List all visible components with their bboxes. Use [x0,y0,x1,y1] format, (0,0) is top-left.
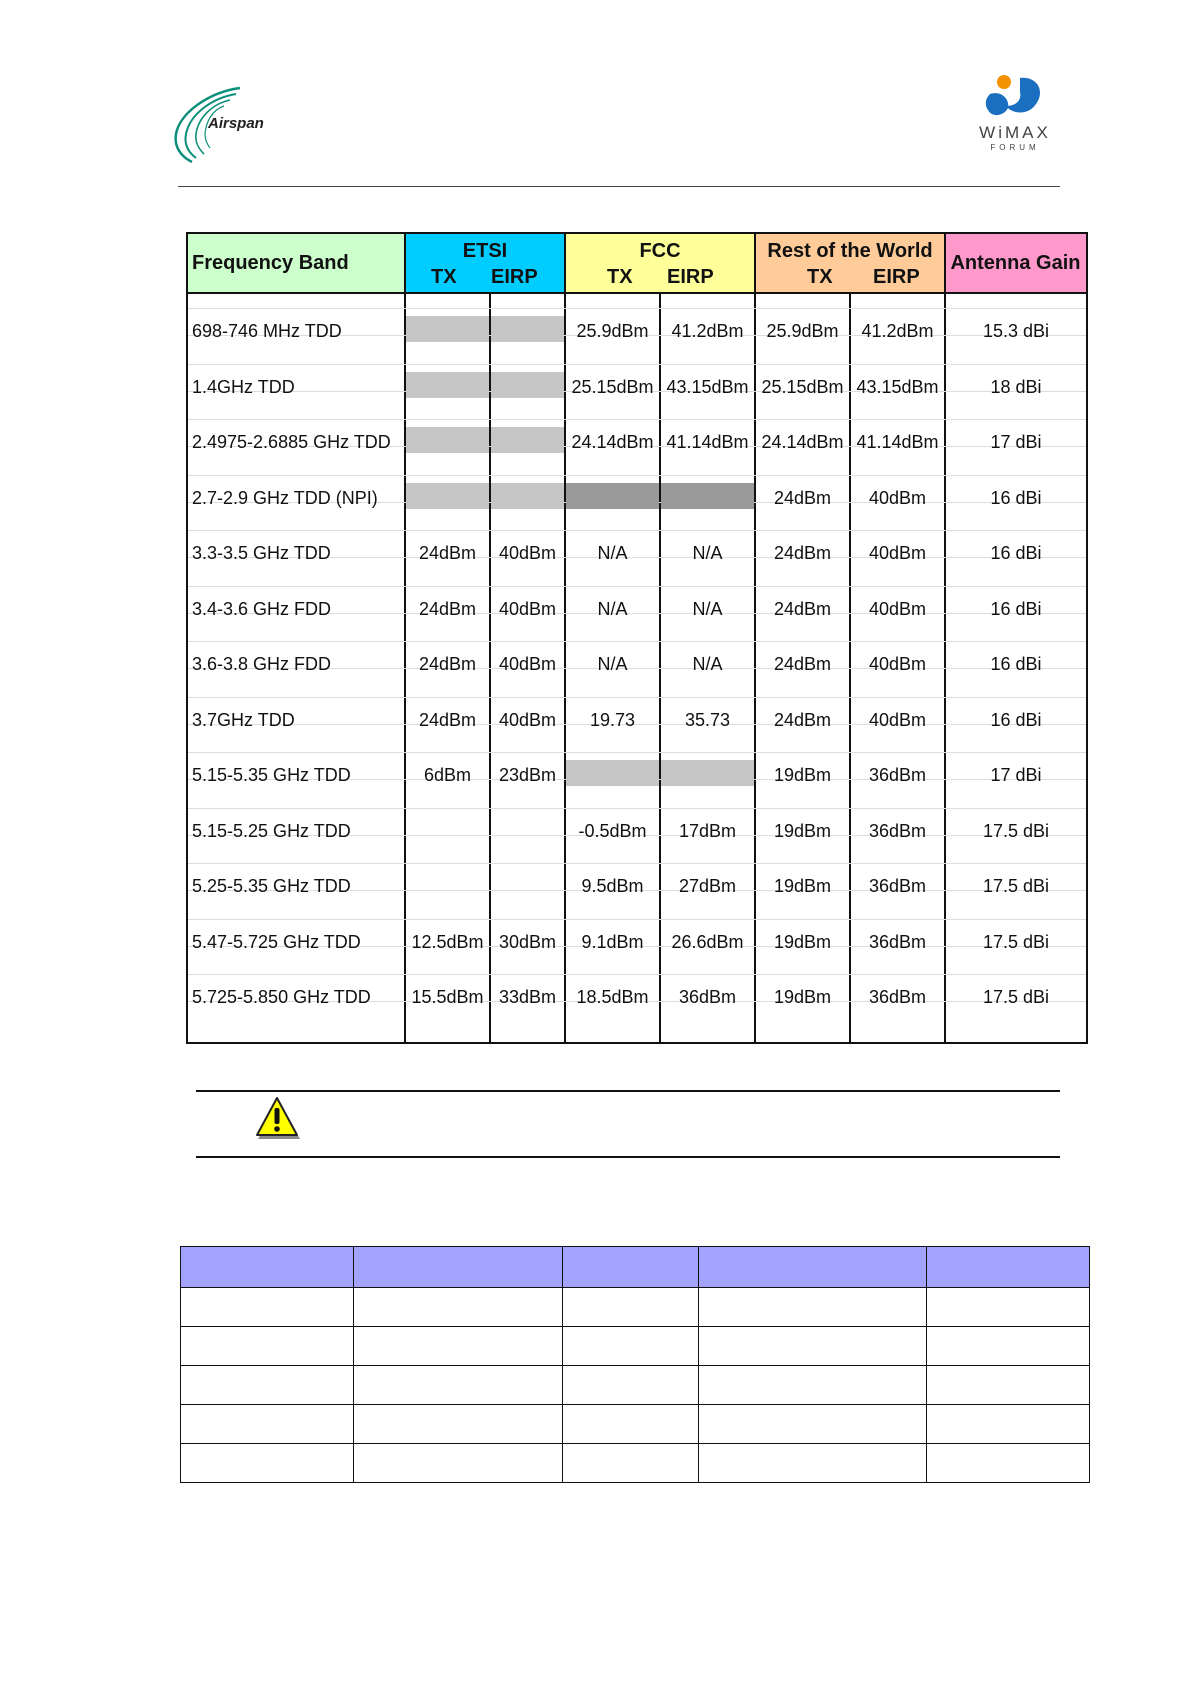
wimax-logo-text: WiMAX [979,123,1051,142]
cell-gain: 16 dBi [990,598,1042,619]
cell-gain: 16 dBi [990,543,1042,563]
cell-gain: 17 dBi [990,432,1042,452]
header-row-eirp: EIRP [873,266,920,288]
table-row [181,1405,1090,1444]
table-header-cell [927,1247,1090,1288]
cell-etsi-tx: 24dBm [418,598,477,619]
table-cell [181,1288,354,1327]
frequency-band-label: 3.4-3.6 GHz FDD [192,598,332,619]
table-cell [354,1327,563,1366]
shaded-cell [566,760,659,786]
header-etsi-eirp: EIRP [491,266,538,288]
frequency-band-label: 5.47-5.725 GHz TDD [192,931,361,952]
cell-fcc-tx: -0.5dBm [578,820,647,841]
cell-fcc-eirp: 43.15dBm [666,376,749,397]
table-cell [699,1366,927,1405]
cell-fcc-tx: 19.73 [589,709,636,730]
cell-fcc-tx: N/A [597,654,628,674]
table-header-cell [181,1247,354,1288]
cell-gain: 16 dBi [990,487,1042,508]
cell-gain: 17.5 dBi [982,987,1050,1007]
cell-etsi-tx: 6dBm [423,765,472,785]
header-etsi-tx: TX [431,266,457,288]
cell-row-tx: 19dBm [773,931,832,952]
forum-logo-text: FORUM [990,143,1040,152]
cell-row-tx: 25.15dBm [761,376,844,397]
header-antenna-gain: Antenna Gain [945,234,1086,294]
cell-row-tx: 19dBm [773,987,832,1007]
cell-row-eirp: 40dBm [868,709,927,730]
warning-top-rule [196,1090,1060,1092]
cell-fcc-tx: 24.14dBm [571,432,654,452]
table-header-cell [354,1247,563,1288]
cell-row-eirp: 43.15dBm [856,376,939,397]
table-cell [927,1288,1090,1327]
frequency-band-label: 2.7-2.9 GHz TDD (NPI) [192,487,378,508]
wimax-forum-logo [970,70,1060,160]
table-cell [181,1327,354,1366]
table-cell [563,1405,699,1444]
cell-fcc-tx: N/A [597,598,628,619]
cell-gain: 17.5 dBi [982,820,1050,841]
cell-row-tx: 24dBm [773,543,832,563]
cell-gain: 16 dBi [990,654,1042,674]
cell-row-eirp: 36dBm [868,765,927,785]
shaded-cell [491,316,564,342]
shaded-cell [406,483,489,509]
table-cell [927,1405,1090,1444]
cell-fcc-eirp: 17dBm [678,820,737,841]
cell-etsi-tx: 12.5dBm [411,931,484,952]
cell-etsi-tx: 24dBm [418,654,477,674]
cell-row-eirp: 40dBm [868,598,927,619]
airspan-logo-text: Airspan [208,115,264,132]
table-cell [181,1366,354,1405]
frequency-band-label: 2.4975-2.6885 GHz TDD [192,432,391,452]
cell-row-tx: 19dBm [773,820,832,841]
shaded-cell [491,372,564,398]
shaded-cell [406,427,489,453]
header-rest-of-world: Rest of the World TX EIRP [755,234,945,294]
table-cell [699,1444,927,1483]
header-fcc: FCC TX EIRP [565,234,755,294]
table-row [181,1288,1090,1327]
frequency-band-label: 3.6-3.8 GHz FDD [192,654,332,674]
cell-fcc-eirp: 35.73 [684,709,731,730]
shaded-cell [491,427,564,453]
table-cell [354,1288,563,1327]
shaded-cell [566,483,659,509]
table-cell [563,1327,699,1366]
table-header-cell [563,1247,699,1288]
airspan-logo [170,84,285,164]
secondary-table-header [181,1247,1090,1288]
cell-row-eirp: 36dBm [868,931,927,952]
warning-icon [252,1094,302,1144]
cell-row-eirp: 40dBm [868,543,927,563]
table-cell [354,1405,563,1444]
shaded-cell [406,316,489,342]
header-frequency-band: Frequency Band [188,234,405,294]
frequency-band-label: 5.25-5.35 GHz TDD [192,876,351,896]
table-cell [563,1288,699,1327]
cell-fcc-eirp: 41.2dBm [671,321,744,341]
cell-row-tx: 19dBm [773,876,832,896]
table-cell [181,1444,354,1483]
cell-etsi-eirp: 40dBm [498,598,557,619]
header-row-tx: TX [807,266,833,288]
header-etsi: ETSI TX EIRP [405,234,565,294]
cell-gain: 16 dBi [990,709,1042,730]
frequency-band-label: 3.7GHz TDD [192,709,295,730]
cell-row-tx: 24dBm [773,487,832,508]
table-cell [563,1366,699,1405]
cell-row-eirp: 36dBm [868,820,927,841]
table-row [181,1327,1090,1366]
cell-row-tx: 24dBm [773,709,832,730]
table-cell [927,1444,1090,1483]
table-cell [563,1444,699,1483]
table-cell [699,1405,927,1444]
header-fcc-eirp: EIRP [667,266,714,288]
cell-gain: 17.5 dBi [982,876,1050,896]
cell-row-eirp: 41.14dBm [856,432,939,452]
cell-fcc-eirp: 27dBm [678,876,737,896]
cell-fcc-eirp: 36dBm [678,987,737,1007]
cell-fcc-tx: N/A [597,543,628,563]
cell-etsi-eirp: 40dBm [498,654,557,674]
shaded-cell [491,483,564,509]
cell-gain: 18 dBi [990,376,1042,397]
table-cell [699,1327,927,1366]
frequency-power-table [186,232,1088,1044]
warning-bottom-rule [196,1156,1060,1158]
cell-gain: 17 dBi [990,765,1042,785]
table-cell [927,1366,1090,1405]
cell-row-eirp: 40dBm [868,487,927,508]
shaded-cell [661,483,754,509]
cell-etsi-eirp: 33dBm [498,987,557,1007]
table-cell [181,1405,354,1444]
frequency-band-label: 5.725-5.850 GHz TDD [192,987,371,1007]
table-cell [927,1327,1090,1366]
cell-row-eirp: 41.2dBm [861,321,934,341]
cell-row-eirp: 36dBm [868,876,927,896]
cell-gain: 17.5 dBi [982,931,1050,952]
cell-row-tx: 24dBm [773,654,832,674]
cell-fcc-eirp: 41.14dBm [666,432,749,452]
cell-row-tx: 24.14dBm [761,432,844,452]
cell-row-eirp: 40dBm [868,654,927,674]
cell-fcc-tx: 25.9dBm [576,321,649,341]
frequency-band-label: 698-746 MHz TDD [192,321,342,341]
header-divider [178,186,1060,187]
cell-etsi-eirp: 23dBm [498,765,557,785]
cell-row-tx: 24dBm [773,598,832,619]
cell-fcc-eirp: N/A [692,654,723,674]
cell-row-tx: 25.9dBm [766,321,839,341]
table-row [181,1366,1090,1405]
cell-fcc-eirp: N/A [692,543,723,563]
table-cell [699,1288,927,1327]
cell-etsi-tx: 24dBm [418,543,477,563]
cell-fcc-tx: 18.5dBm [576,987,649,1007]
cell-etsi-eirp: 30dBm [498,931,557,952]
table-cell [354,1444,563,1483]
cell-fcc-tx: 9.1dBm [581,931,644,952]
cell-fcc-tx: 25.15dBm [571,376,654,397]
cell-fcc-tx: 9.5dBm [581,876,644,896]
table-row [181,1444,1090,1483]
cell-gain: 15.3 dBi [982,321,1050,341]
header-fcc-tx: TX [607,266,633,288]
table-header-cell [699,1247,927,1288]
frequency-band-label: 5.15-5.35 GHz TDD [192,765,351,785]
frequency-band-label: 1.4GHz TDD [192,376,295,397]
frequency-band-label: 5.15-5.25 GHz TDD [192,820,351,841]
cell-row-eirp: 36dBm [868,987,927,1007]
cell-etsi-tx: 24dBm [418,709,477,730]
frequency-band-label: 3.3-3.5 GHz TDD [192,543,331,563]
cell-fcc-eirp: 26.6dBm [671,931,744,952]
table-cell [354,1366,563,1405]
secondary-table [180,1246,1090,1483]
shaded-cell [406,372,489,398]
cell-etsi-tx: 15.5dBm [411,987,484,1007]
cell-etsi-eirp: 40dBm [498,543,557,563]
cell-fcc-eirp: N/A [692,598,723,619]
cell-etsi-eirp: 40dBm [498,709,557,730]
cell-row-tx: 19dBm [773,765,832,785]
shaded-cell [661,760,754,786]
